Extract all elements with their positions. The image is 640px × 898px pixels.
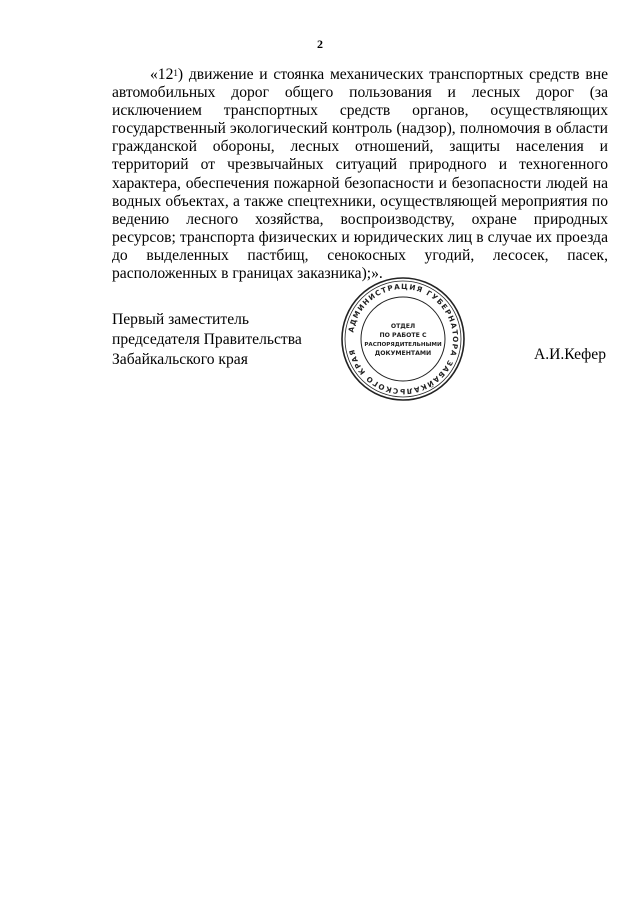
paragraph-opening: «12 xyxy=(150,66,174,83)
document-body xyxy=(112,66,608,283)
position-line-1: Первый заместитель xyxy=(112,311,250,328)
position-line-3: Забайкальского края xyxy=(112,351,248,368)
position-line-2: председателя Правительства xyxy=(112,331,302,348)
stamp-center-line-4: ДОКУМЕНТАМИ xyxy=(374,350,432,357)
official-stamp xyxy=(340,276,466,402)
paragraph-12-1 xyxy=(112,66,608,283)
stamp-ring-text: АДМИНИСТРАЦИЯ ГУБЕРНАТОРА ЗАБАЙКАЛЬСКОГО КРАЯ xyxy=(346,281,461,397)
stamp-center-line-1: ОТДЕЛ xyxy=(390,323,416,330)
paragraph-text: ) движение и стоянка механических транспортных средств вне автомобильных дорог общего пользования и лесных дорог (за исключением транспортных средств органов, осуществляющих государственный экологический контроль (надзор), полномочия в области гражданской обороны, лесных отношений, защиты населения и территорий от чрезвычайных ситуаций природного и техногенного характера, обеспечения пожарной безопасности и безопасности людей на водных объектах, а также спецтехники, осуществляющей мероприятия по ведению лесного хозяйства, воспроизводству, охране природных ресурсов; транспорта физических и юридических лиц в случае их проезда до выделенных пастбищ, сенокосных угодий, лесосек, пасек, расположенных в границах заказника);». xyxy=(112,66,608,283)
signature-position xyxy=(112,310,302,370)
signer-name: А.И.Кефер xyxy=(533,346,606,363)
stamp-center-line-3: РАСПОРЯДИТЕЛЬНЫМИ xyxy=(364,342,442,348)
paragraph-superscript: 1 xyxy=(173,68,178,78)
stamp-center-line-2: ПО РАБОТЕ С xyxy=(379,332,427,339)
page-number: 2 xyxy=(317,37,323,51)
